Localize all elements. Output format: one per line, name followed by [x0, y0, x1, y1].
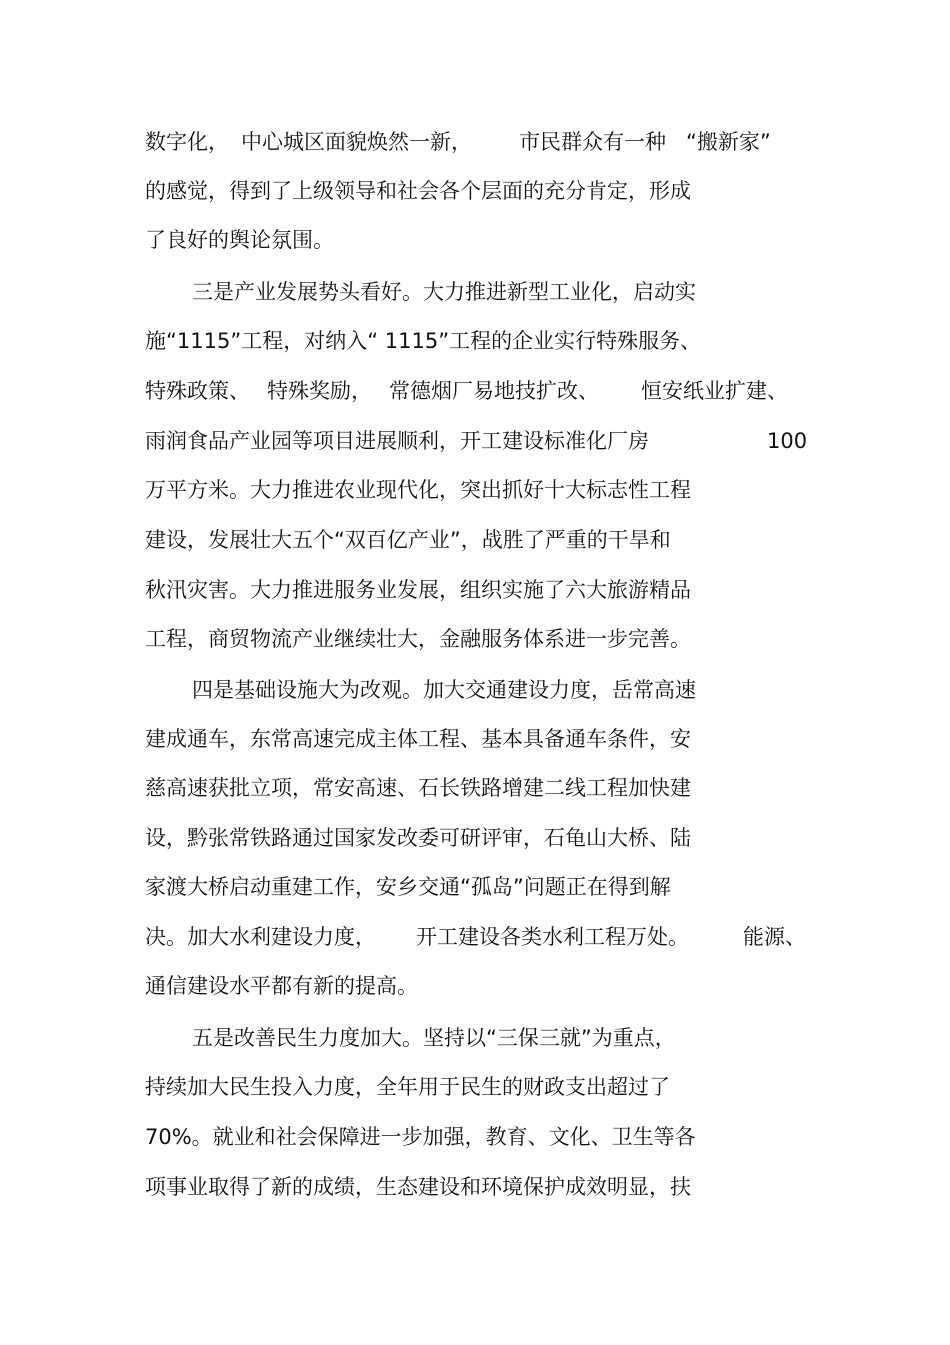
text-segment: 能源、: [743, 925, 806, 949]
text-segment: 70%。就业和社会保障进一步加强，教育、文化、卫生等各: [145, 1125, 696, 1149]
text-segment: 设，黔张常铁路通过国家发改委可研评审，石龟山大桥、陆: [145, 826, 691, 850]
text-segment: 万平方米。大力推进农业现代化，突出抓好十大标志性工程: [145, 478, 691, 502]
text-segment: 建成通车，东常高速完成主体工程、基本具备通车条件，安: [145, 727, 691, 751]
text-segment: 开工建设各类水利工程万处。: [416, 925, 689, 949]
text-segment: 数字化，: [145, 130, 229, 154]
text-line: [0, 321, 950, 361]
text-line: [0, 1018, 950, 1058]
text-segment: 施“1115”工程，对纳入“ 1115”工程的企业实行特殊服务、: [145, 329, 702, 353]
text-segment: 家渡大桥启动重建工作，安乡交通“孤岛”问题正在得到解: [145, 875, 671, 899]
text-segment: 市民群众有一种: [519, 130, 666, 154]
text-line: [0, 818, 950, 858]
text-segment: 三是产业发展势头看好。大力推进新型工业化，启动实: [192, 280, 696, 304]
text-segment: 四是基础设施大为改观。加大交通建设力度，岳常高速: [192, 678, 696, 702]
text-line: [0, 966, 950, 1006]
text-segment: 决。加大水利建设力度，: [145, 925, 376, 949]
text-segment: 的感觉，得到了上级领导和社会各个层面的充分肯定，形成: [145, 179, 691, 203]
text-segment: 工程，商贸物流产业继续壮大，金融服务体系进一步完善。: [145, 627, 691, 651]
text-line: [0, 520, 950, 560]
text-line: [0, 570, 950, 610]
text-segment: 100: [767, 429, 808, 453]
text-line: [0, 272, 950, 312]
text-segment: 常德烟厂易地技扩改、: [389, 379, 599, 403]
text-segment: 项事业取得了新的成绩，生态建设和环境保护成效明显，扶: [145, 1175, 691, 1199]
text-segment: 恒安纸业扩建、: [641, 379, 788, 403]
text-line: [0, 1067, 950, 1107]
text-line: [0, 917, 950, 957]
text-segment: 雨润食品产业园等项目进展顺利，开工建设标准化厂房: [145, 429, 649, 453]
text-segment: 秋汛灾害。大力推进服务业发展，组织实施了六大旅游精品: [145, 578, 691, 602]
text-line: [0, 421, 950, 461]
text-line: [0, 867, 950, 907]
text-line: [0, 768, 950, 808]
text-line: [0, 220, 950, 260]
text-line: [0, 171, 950, 211]
text-line: [0, 670, 950, 710]
text-line: [0, 371, 950, 411]
text-line: [0, 1167, 950, 1207]
text-segment: 五是改善民生力度加大。坚持以“三保三就”为重点，: [192, 1026, 676, 1050]
text-segment: 特殊奖励，: [267, 379, 372, 403]
text-line: [0, 619, 950, 659]
text-segment: 特殊政策、: [145, 379, 250, 403]
text-segment: 慈高速获批立项，常安高速、石长铁路增建二线工程加快建: [145, 776, 691, 800]
text-segment: 持续加大民生投入力度，全年用于民生的财政支出超过了: [145, 1075, 670, 1099]
text-segment: 了良好的舆论氛围。: [145, 228, 334, 252]
text-segment: 建设，发展壮大五个“双百亿产业”，战胜了严重的干旱和: [145, 528, 671, 552]
text-line: [0, 122, 950, 162]
text-segment: 通信建设水平都有新的提高。: [145, 974, 418, 998]
text-segment: “搬新家”: [686, 130, 771, 154]
text-line: [0, 1117, 950, 1157]
text-line: [0, 719, 950, 759]
text-line: [0, 470, 950, 510]
text-segment: 中心城区面貌焕然一新，: [241, 130, 472, 154]
